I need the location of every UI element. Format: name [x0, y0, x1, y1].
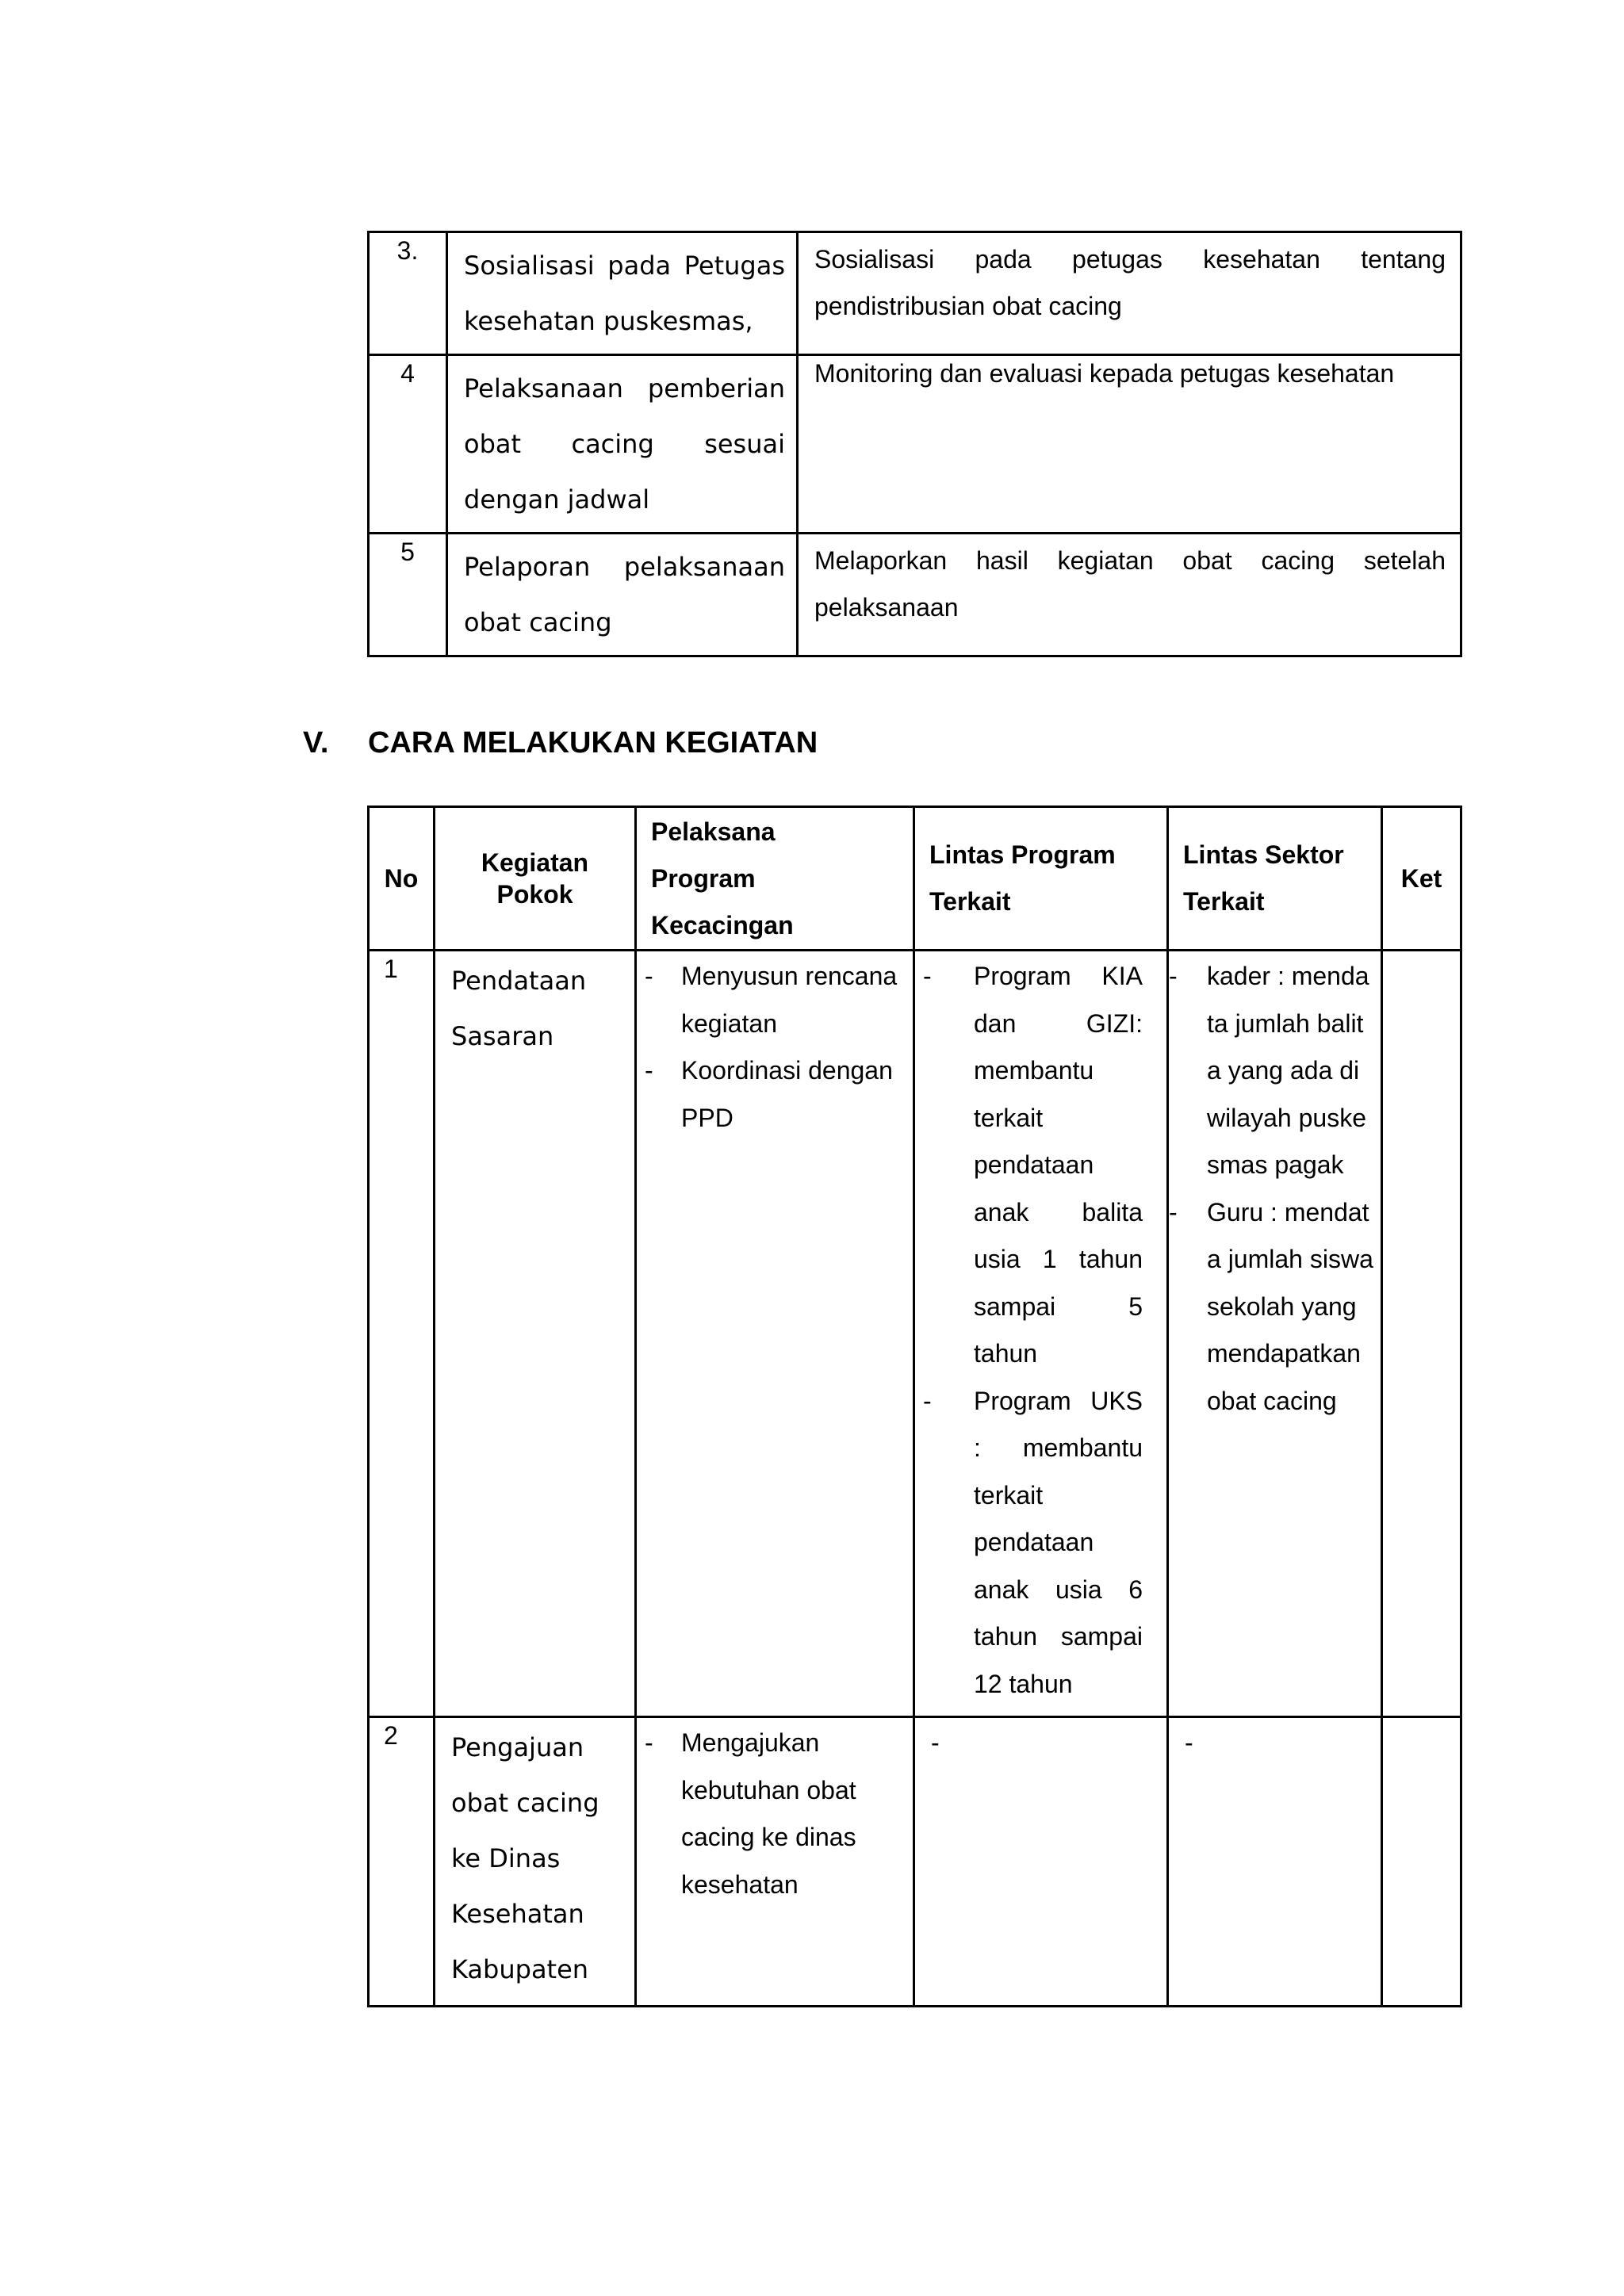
pelaksana-list [637, 1720, 908, 1908]
list-item: - kader : mendata jumlah balita yang ada di wilayah puskesmas pagak [1169, 953, 1376, 1189]
row-number: 5 [369, 534, 447, 656]
table-row [369, 232, 1461, 355]
empty-dash: - [1185, 1728, 1193, 1757]
row-number: 2 [369, 1717, 435, 2007]
activity-cell: Pelaporan pelaksanaan obat cacing [447, 534, 798, 656]
table-row [369, 951, 1461, 1717]
activity-cell: Sosialisasi pada Petugas kesehatan puskesmas, [447, 232, 798, 355]
header-no: No [369, 807, 435, 951]
section-heading [303, 726, 818, 760]
activities-method-table [367, 806, 1462, 2007]
list-item: - Program KIA dan GIZI: membantu terkait pendataan anak balita usia 1 tahun sampai 5 tahun [915, 953, 1162, 1378]
lintas-program-cell [914, 951, 1168, 1717]
row-number: 1 [369, 951, 435, 1717]
header-lintas-sektor: Lintas Sektor Terkait [1168, 807, 1382, 951]
description-cell: Melaporkan hasil kegiatan obat cacing setelah pelaksanaan [798, 534, 1461, 656]
list-item: - Menyusun rencana kegiatan [637, 953, 908, 1047]
activity-table [367, 231, 1462, 657]
pelaksana-cell [636, 951, 914, 1717]
lintas-program-list [915, 953, 1162, 1708]
description-cell: Monitoring dan evaluasi kepada petugas kesehatan [798, 355, 1461, 534]
header-pelaksana: Pelaksana Program Kecacingan [636, 807, 914, 951]
pelaksana-list [637, 953, 908, 1142]
section-number: V. [303, 726, 329, 760]
table-row [369, 355, 1461, 534]
ket-cell [1382, 951, 1461, 1717]
list-item: - Mengajukan kebutuhan obat cacing ke dinas kesehatan [637, 1720, 908, 1908]
description-cell: Sosialisasi pada petugas kesehatan tentang pendistribusian obat cacing [798, 232, 1461, 355]
header-kegiatan: Kegiatan Pokok [435, 807, 636, 951]
activity-cell: Pelaksanaan pemberian obat cacing sesuai dengan jadwal [447, 355, 798, 534]
kegiatan-cell: Pendataan Sasaran [435, 951, 636, 1717]
list-item: - Koordinasi dengan PPD [637, 1047, 908, 1142]
lintas-sektor-cell [1168, 1717, 1382, 2007]
lintas-program-cell [914, 1717, 1168, 2007]
row-number: 4 [369, 355, 447, 534]
ket-cell [1382, 1717, 1461, 2007]
lintas-sektor-cell [1168, 951, 1382, 1717]
header-ket: Ket [1382, 807, 1461, 951]
table-header-row [369, 807, 1461, 951]
section-title: CARA MELAKUKAN KEGIATAN [368, 726, 818, 760]
table-row [369, 534, 1461, 656]
list-item: - Program UKS : membantu terkait pendataan anak usia 6 tahun sampai 12 tahun [915, 1378, 1162, 1709]
row-number: 3. [369, 232, 447, 355]
pelaksana-cell [636, 1717, 914, 2007]
header-lintas-program: Lintas Program Terkait [914, 807, 1168, 951]
list-item: - Guru : mendata jumlah siswa sekolah yang mendapatkan obat cacing [1169, 1189, 1376, 1425]
kegiatan-cell: Pengajuan obat cacing ke Dinas Kesehatan Kabupaten [435, 1717, 636, 2007]
table-row [369, 1717, 1461, 2007]
lintas-sektor-list [1169, 953, 1376, 1425]
empty-dash: - [931, 1728, 940, 1757]
